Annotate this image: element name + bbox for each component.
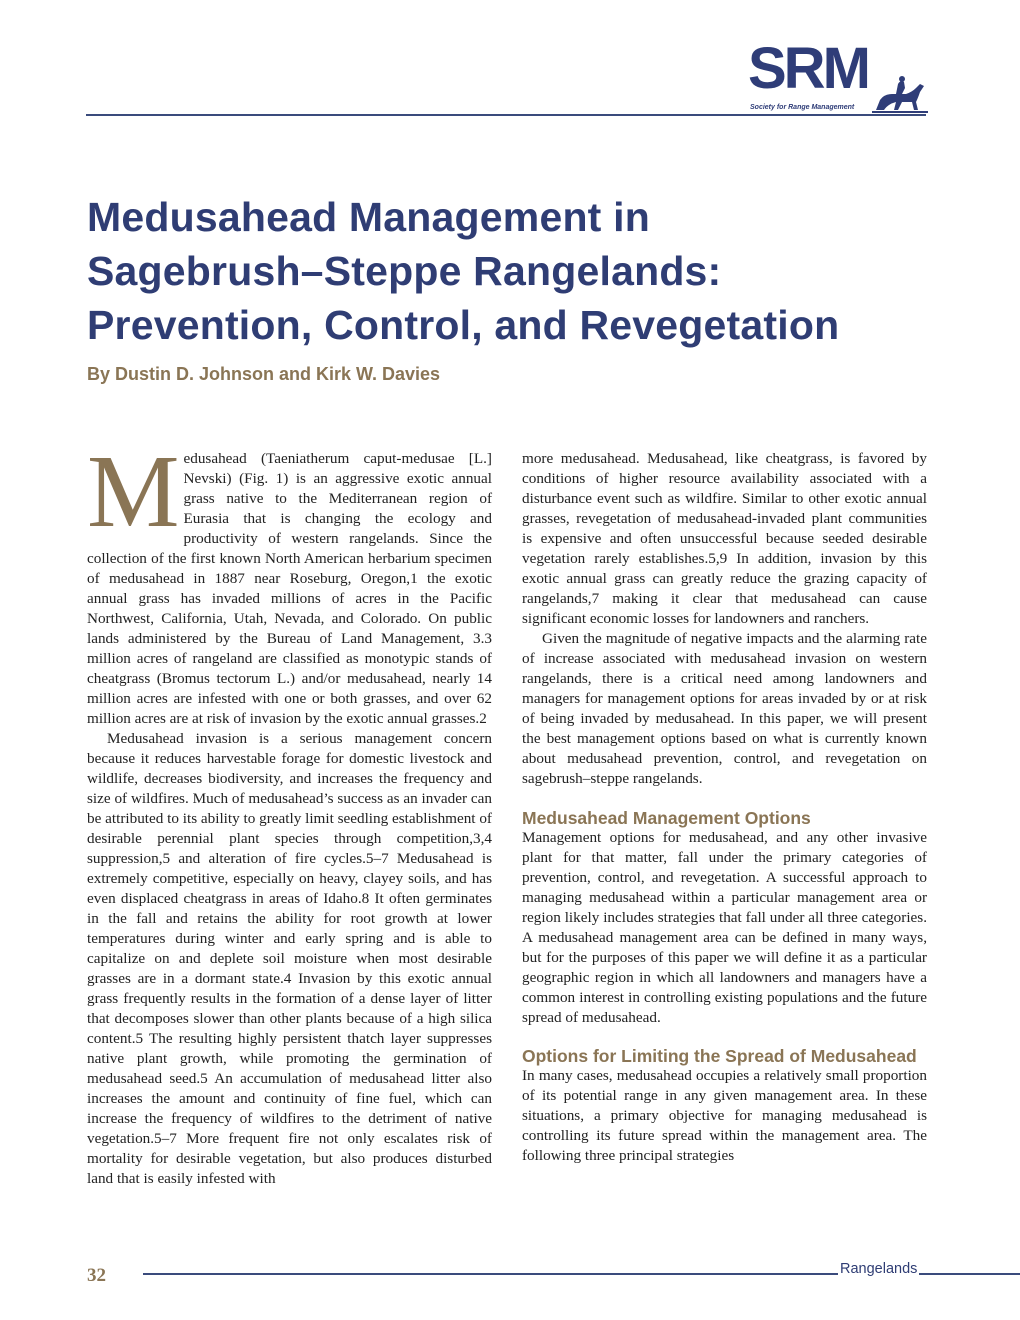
page-number: 32: [87, 1265, 106, 1286]
journal-name: Rangelands: [840, 1261, 918, 1277]
logo-tagline: Society for Range Management: [750, 104, 855, 111]
paragraph-3: more medusahead. Medusahead, like cheatgrass, is favored by conditions of higher resource availability associated with a disturbance event such as wildfire. Similar to other exotic annual grasses, revegetation of medusahead-invaded plant communities is expensive and often unsuccessful because seeded desirable vegetation rarely establishes.5,9 In addition, invasion by this exotic annual grass can greatly reduce the grazing capacity of rangelands,7 making it clear that medusahead can cause significant economic losses for landowners and ranchers.: [522, 450, 927, 627]
title-line-3: Prevention, Control, and Revegetation: [87, 302, 840, 348]
paragraph-4: Given the magnitude of negative impacts and the alarming rate of increase associated with medusahead invasion on western rangelands, there is a critical need among landowners and managers for management options for areas invaded by or at risk of being invaded by medusahead. In this paper, we will present the best management options based on what is currently known about medusahead prevention, control, and revegetation on sagebrush–steppe rangelands.: [522, 630, 927, 787]
horse-rider-icon: [872, 74, 928, 114]
drop-cap: M: [87, 434, 180, 549]
paragraph-intro: [87, 434, 492, 729]
paragraph-5: Management options for medusahead, and any other invasive plant for that matter, fall under the primary categories of prevention, control, and revegetation. A successful approach to managing medusahead within a particular management area or region likely includes strategies that fall under all three categories. A medusahead management area can be defined in many ways, but for the purposes of this paper we will define it as a particular geographic region in which all landowners and managers have a common interest in controlling existing populations and the future spread of medusahead.: [522, 829, 927, 1026]
left-column: [87, 434, 492, 1189]
byline: By Dustin D. Johnson and Kirk W. Davies: [87, 364, 441, 384]
section-heading-management-options: Medusahead Management Options: [522, 808, 811, 828]
intro-text: edusahead (Taeniatherum caput-medusae [L.] Nevski) (Fig. 1) is an aggressive exotic annual grass native to the Mediterranean region of Eurasia that is changing the ecology and productivity of western rangelands. Since the collection of the first known North American herbarium specimen of medusahead in 1887 near Roseburg, Oregon,1 the exotic annual grass has invaded millions of acres in the Pacific Northwest, California, Utah, Nevada, and Colorado. On public lands administered by the Bureau of Land Management, 3.3 million acres of rangeland are classified as monotypic stands of cheatgrass (Bromus tectorum L.) and/or medusahead, nearly 14 million acres are infested with one or both grasses, and over 62 million acres are at risk of invasion by the exotic annual grasses.2: [87, 450, 492, 727]
right-column: [522, 449, 927, 1166]
paragraph-2: Medusahead invasion is a serious management concern because it reduces harvestable forage for domestic livestock and wildlife, decreases biodiversity, and increases the frequency and size of wildfires. Much of medusahead’s success as an invader can be attributed to its ability to greatly limit seedling establishment of desirable perennial plant species through competition,3,4 suppression,5 and alteration of fire cycles.5–7 Medusahead is extremely competitive, especially on heavy, clayey soils, and has even displaced cheatgrass in areas of Idaho.8 It often germinates in the fall and retains the ability for root growth at lower temperatures during winter and early spring and is able to capitalize on and deplete soil moisture when most desirable grasses are in a dormant state.4 Invasion by this exotic annual grass frequently results in the formation of a dense layer of litter that decomposes slower than other plants because of a high silica content.5 The resulting highly persistent thatch layer suppresses native plant growth, while promoting the germination of medusahead seed.5 An accumulation of medusahead litter also increases the amount and continuity of fine fuel, which can increase the frequency of wildfires to the detriment of native vegetation.5–7 More frequent fire not only escalates risk of mortality for desirable vegetation, but also produces disturbed land that is easily infested with: [87, 730, 492, 1187]
section-heading-limiting-spread: Options for Limiting the Spread of Medusahead: [522, 1046, 917, 1066]
srm-logo: [748, 36, 928, 116]
title-line-1: Medusahead Management in: [87, 194, 650, 240]
paragraph-6: In many cases, medusahead occupies a relatively small proportion of its potential range in any given management area. In these situations, a primary objective for managing medusahead is controlling its future spread within the management area. The following three principal strategies: [522, 1067, 927, 1164]
title-line-2: Sagebrush–Steppe Rangelands:: [87, 248, 722, 294]
logo-letters: SRM: [748, 36, 868, 101]
article-title: [87, 190, 947, 352]
